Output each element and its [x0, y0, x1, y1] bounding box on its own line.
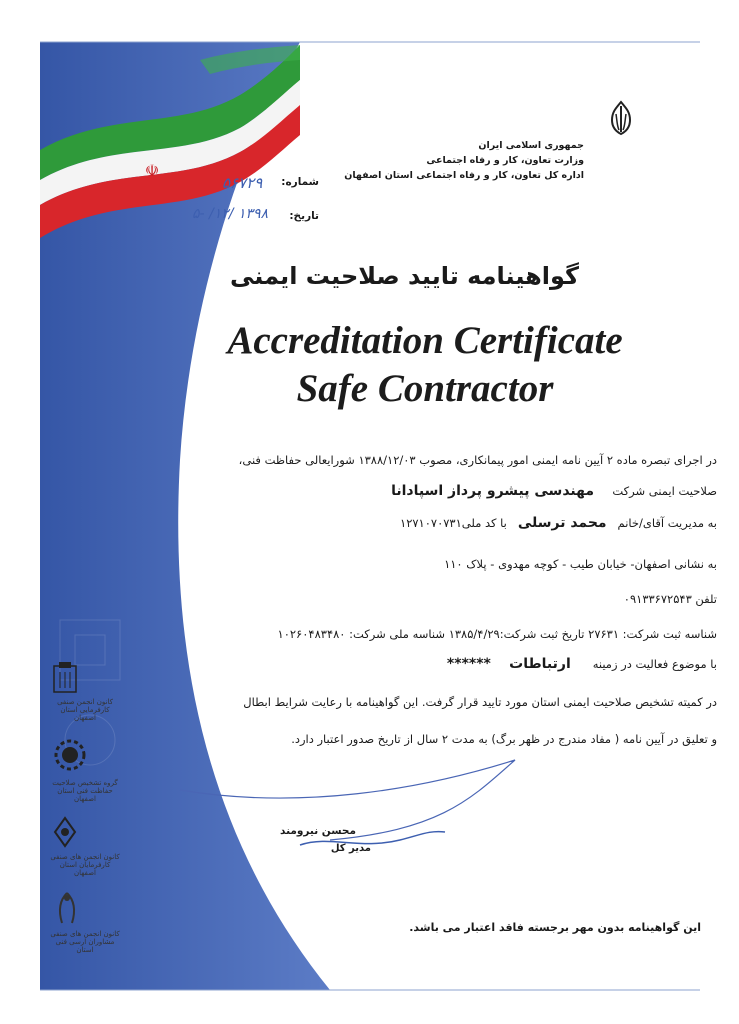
date-label: تاریخ: — [289, 210, 319, 222]
manager-line — [400, 515, 717, 531]
knot-logo-icon — [50, 815, 80, 849]
title-english-line-1: Accreditation Certificate — [227, 319, 623, 362]
number-label: شماره: — [281, 176, 319, 188]
manager-name: محمد ترسلی — [517, 515, 607, 531]
footer-note: این گواهینامه بدون مهر برجسته فاقد اعتبار می باشد. — [409, 921, 701, 934]
figure-logo-icon — [50, 890, 84, 926]
side-stamp-1 — [50, 660, 130, 722]
activity-line — [447, 656, 717, 672]
gear-logo-icon — [50, 735, 90, 775]
issuer-line-2: وزارت تعاون، کار و رفاه اجتماعی — [426, 155, 584, 166]
activity-stars: ****** — [446, 656, 491, 672]
side-stamp-2-text: گروه تشخیص صلاحیت حفاظت فنی استان اصفهان — [52, 779, 118, 803]
manager-label: به مدیریت آقای/خانم — [617, 516, 717, 530]
building-logo-icon — [50, 660, 80, 694]
iran-emblem-icon — [606, 100, 636, 136]
svg-text:☫: ☫ — [144, 161, 160, 180]
side-stamp-4 — [50, 890, 130, 954]
issuer-line-3: اداره کل تعاون، کار و رفاه اجتماعی استان اصفهان — [344, 170, 584, 181]
phone-line: تلفن ۰۹۱۳۳۶۷۲۵۴۳ — [623, 592, 717, 606]
approval-line: در کمیته تشخیص صلاحیت ایمنی استان مورد تایید قرار گرفت. این گواهینامه با رعایت شرایط ابطال — [243, 695, 717, 709]
signatory-name: محسن نیرومند — [280, 825, 356, 837]
address-line: به نشانی اصفهان- خیابان طیب - کوچه مهدوی - پلاک ۱۱۰ — [444, 557, 717, 571]
company-name: مهندسی پیشرو پرداز اسپادانا — [391, 483, 595, 499]
activity-value: ارتباطات — [509, 656, 571, 672]
side-stamp-4-text: کانون انجمن های صنفی مشاوران ارسی فنی استان — [50, 930, 120, 954]
body-line-legal-basis: در اجرای تبصره ماده ۲ آیین نامه ایمنی امور پیمانکاری، مصوب ۱۳۸۸/۱۲/۰۳ شورایعالی حفاظت فنی، — [238, 453, 717, 467]
date-value: ۱۳۹۸ /۱۲/ -۵ — [192, 206, 269, 222]
validity-line: و تعلیق در آیین نامه ( مفاد مندرج در ظهر برگ) به مدت ۲ سال از تاریخ صدور اعتبار دارد. — [291, 732, 717, 746]
side-stamp-1-text: کانون انجمن صنفی کارفرمایی استان اصفهان — [57, 698, 113, 722]
registration-line: شناسه ثبت شرکت: ۲۷۶۳۱ تاریخ ثبت شرکت:۱۳۸۵/۴/۲۹ شناسه ملی شرکت: ۱۰۲۶۰۴۸۳۴۸۰ — [277, 627, 717, 641]
title-english-line-2: Safe Contractor — [296, 367, 554, 410]
company-line — [391, 483, 717, 499]
activity-label: با موضوع فعالیت در زمینه — [592, 657, 717, 671]
title-persian: گواهینامه تایید صلاحیت ایمنی — [230, 262, 579, 290]
signatory-title: مدیر کل — [330, 843, 371, 854]
side-stamp-3 — [50, 815, 130, 877]
issuer-header — [324, 138, 584, 183]
national-code: با کد ملی۱۲۷۱۰۷۰۷۳۱ — [400, 516, 507, 530]
number-value: ۵۶۷۲۹ — [222, 174, 263, 192]
side-stamp-2 — [50, 735, 130, 803]
company-label: صلاحیت ایمنی شرکت — [612, 484, 717, 498]
issuer-line-1: جمهوری اسلامی ایران — [478, 140, 584, 151]
side-stamp-3-text: کانون انجمن های صنفی کارفرمایان استان اصفهان — [50, 853, 120, 877]
